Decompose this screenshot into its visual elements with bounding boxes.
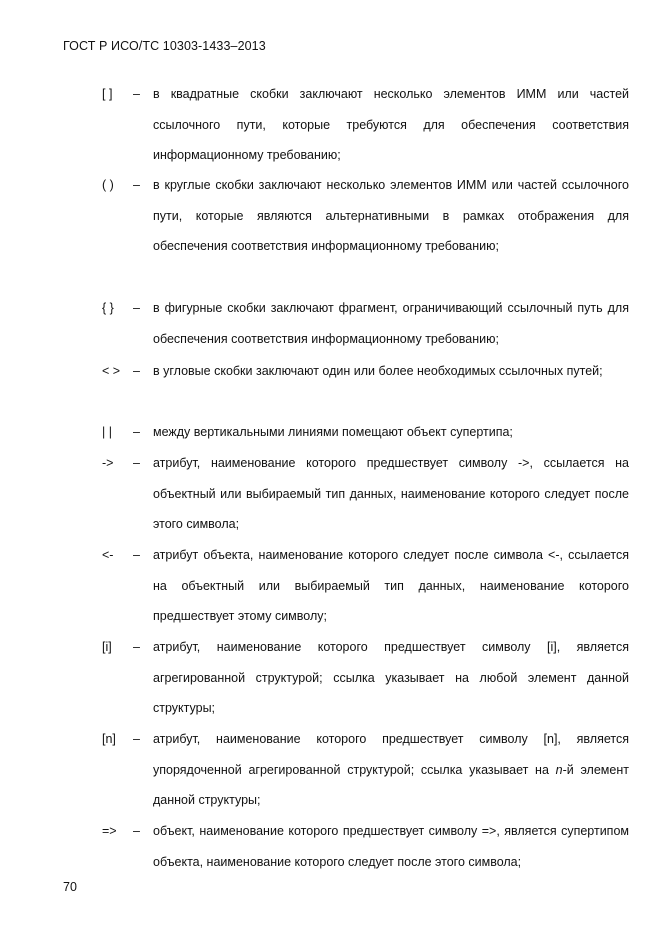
dash: – — [133, 425, 140, 439]
notation-symbol: { } — [102, 301, 114, 315]
dash: – — [133, 87, 140, 101]
notation-symbol: | | — [102, 425, 112, 439]
notation-description: атрибут, наименование которого предшествует символу ->, ссылается на объектный или выбираемый тип данных, наименование которого следует после этого символа; — [153, 456, 629, 532]
notation-symbol: ( ) — [102, 178, 114, 192]
notation-symbol: => — [102, 824, 117, 838]
notation-symbol: [ ] — [102, 87, 113, 101]
notation-description: в квадратные скобки заключают несколько элементов ИММ или частей ссылочного пути, которые требуются для обеспечения соответствия информационному требованию; — [153, 87, 629, 163]
italic-variable: n — [555, 762, 563, 777]
dash: – — [133, 364, 140, 378]
notation-description — [153, 724, 629, 816]
notation-description: в фигурные скобки заключают фрагмент, ограничивающий ссылочный путь для обеспечения соответствия информационному требованию; — [153, 301, 629, 346]
notation-description: атрибут объекта, наименование которого следует после символа <-, ссылается на объектный или выбираемый тип данных, наименование которого предшествует этому символу; — [153, 548, 629, 624]
notation-symbol: < > — [102, 364, 121, 378]
notation-symbol: -> — [102, 456, 114, 470]
notation-description: атрибут, наименование которого предшествует символу [i], является агрегированной структурой; ссылка указывает на любой элемент данной структуры; — [153, 640, 629, 716]
notation-symbol: [i] — [102, 640, 112, 654]
page-number: 70 — [63, 880, 77, 894]
document-header: ГОСТ Р ИСО/ТС 10303-1433–2013 — [63, 39, 266, 53]
dash: – — [133, 178, 140, 192]
description-part: атрибут, наименование которого предшествует символу [n], является упорядоченной агрегированной структурой; ссылка указывает на — [153, 732, 629, 777]
dash: – — [133, 640, 140, 654]
dash: – — [133, 732, 140, 746]
notation-description: объект, наименование которого предшествует символу =>, является супертипом объекта, наименование которого следует после этого символа; — [153, 824, 629, 869]
notation-description: в круглые скобки заключают несколько элементов ИММ или частей ссылочного пути, которые являются альтернативными в рамках отображения для обеспечения соответствия информационному требованию; — [153, 178, 629, 254]
notation-description: между вертикальными линиями помещают объект супертипа; — [153, 425, 513, 439]
dash: – — [133, 456, 140, 470]
description-part: -й элемент данной структуры; — [153, 762, 629, 808]
notation-description: в угловые скобки заключают один или более необходимых ссылочных путей; — [153, 364, 603, 378]
dash: – — [133, 824, 140, 838]
notation-symbol: <- — [102, 548, 114, 562]
dash: – — [133, 548, 140, 562]
dash: – — [133, 301, 140, 315]
notation-symbol: [n] — [102, 732, 116, 746]
